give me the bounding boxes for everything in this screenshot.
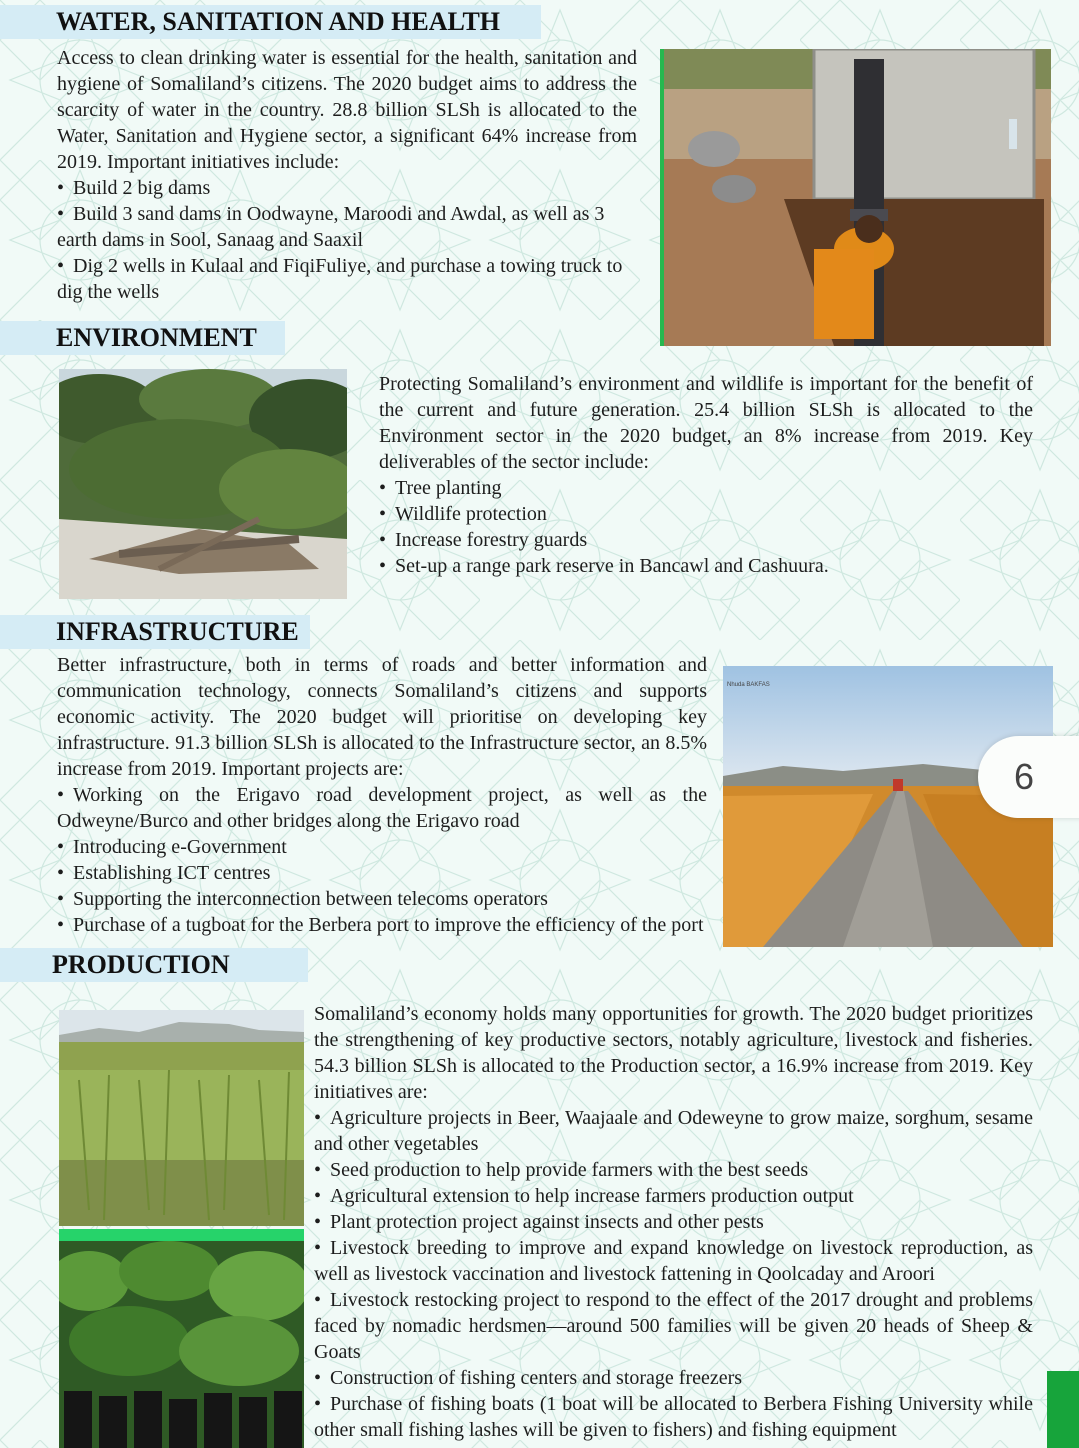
photo-credit: Nhuda BAKFAS <box>727 682 770 688</box>
section-title-production: PRODUCTION <box>0 948 308 982</box>
wash-bullet: • Dig 2 wells in Kulaal and FiqiFuliye, and purchase a towing truck to dig the wells <box>57 255 623 303</box>
production-bullet: • Purchase of fishing boats (1 boat will be allocated to Berbera Fishing University while other small fishing lashes will be given to fishers) and fishing equipment <box>314 1393 1033 1441</box>
pipe-worker-photo <box>660 49 1051 346</box>
production-bullet: • Agriculture projects in Beer, Waajaale and Odeweyne to grow maize, sorghum, sesame and other vegetables <box>314 1107 1033 1155</box>
production-text <box>314 1001 1033 1443</box>
wash-bullet: • Build 2 big dams <box>57 177 211 199</box>
infrastructure-bullet: • Supporting the interconnection between telecoms operators <box>57 888 548 910</box>
environment-text <box>379 371 1033 579</box>
infrastructure-bullet: • Introducing e-Government <box>57 836 287 858</box>
wash-bullet: • Build 3 sand dams in Oodwayne, Maroodi and Awdal, as well as 3 earth dams in Sool, Sanaag and Saaxil <box>57 203 605 251</box>
forest-photo <box>59 369 347 599</box>
production-intro: Somaliland’s economy holds many opportunities for growth. The 2020 budget prioritizes the strengthening of key productive sectors, notably agriculture, livestock and fisheries. 54.3 billion SLSh is allocated to the Production sector, a 16.9% increase from 2019. Key initiatives are: <box>314 1003 1033 1103</box>
wash-intro: Access to clean drinking water is essential for the health, sanitation and hygiene of Somaliland’s citizens. The 2020 budget aims to address the scarcity of water in the country. 28.8 billion SLSh is allocated to the Water, Sanitation and Hygiene sector, a significant 64% increase from 2019. Important initiatives include: <box>57 47 637 173</box>
wash-text <box>57 45 637 305</box>
infrastructure-text <box>57 652 707 938</box>
production-bullet: • Seed production to help provide farmers with the best seeds <box>314 1159 809 1181</box>
environment-bullet: • Set-up a range park reserve in Bancawl and Cashuura. <box>379 555 829 577</box>
infrastructure-bullet: • Purchase of a tugboat for the Berbera port to improve the efficiency of the port <box>57 914 704 936</box>
infrastructure-bullet: • Working on the Erigavo road development project, as well as the Odweyne/Burco and other bridges along the Erigavo road <box>57 784 707 832</box>
page-accent-bar <box>1047 1371 1079 1448</box>
production-bullet: • Livestock restocking project to respond to the effect of the 2017 drought and problems faced by nomadic herdsmen—around 500 families will be given 20 heads of Sheep & Goats <box>314 1289 1033 1363</box>
section-title-infrastructure: INFRASTRUCTURE <box>0 615 310 649</box>
infrastructure-bullet: • Establishing ICT centres <box>57 862 271 884</box>
environment-bullet: • Increase forestry guards <box>379 529 588 551</box>
environment-bullet: • Wildlife protection <box>379 503 547 525</box>
production-bullet: • Agricultural extension to help increase farmers production output <box>314 1185 854 1207</box>
seedlings-photo <box>59 1229 304 1448</box>
production-bullet: • Plant protection project against insects and other pests <box>314 1211 764 1233</box>
crop-field-photo <box>59 1010 304 1226</box>
infrastructure-intro: Better infrastructure, both in terms of roads and better information and communication technology, connects Somaliland’s citizens and supports economic activity. The 2020 budget will prioritise on developing key infrastructure. 91.3 billion SLSh is allocated to the Infrastructure sector, an 8.5% increase from 2019. Important projects are: <box>57 654 707 780</box>
environment-bullet: • Tree planting <box>379 477 502 499</box>
production-bullet: • Construction of fishing centers and storage freezers <box>314 1367 743 1389</box>
page-number: 6 <box>978 736 1079 818</box>
section-title-environment: ENVIRONMENT <box>0 321 285 355</box>
environment-intro: Protecting Somaliland’s environment and wildlife is important for the benefit of the current and future generation. 25.4 billion SLSh is allocated to the Environment sector in the 2020 budget, an 8% increase from 2019. Key deliverables of the sector include: <box>379 373 1033 473</box>
production-bullet: • Livestock breeding to improve and expand knowledge on livestock reproduction, as well as livestock vaccination and livestock fattening in Qoolcaday and Aroori <box>314 1237 1033 1285</box>
section-title-wash: WATER, SANITATION AND HEALTH <box>0 5 541 39</box>
